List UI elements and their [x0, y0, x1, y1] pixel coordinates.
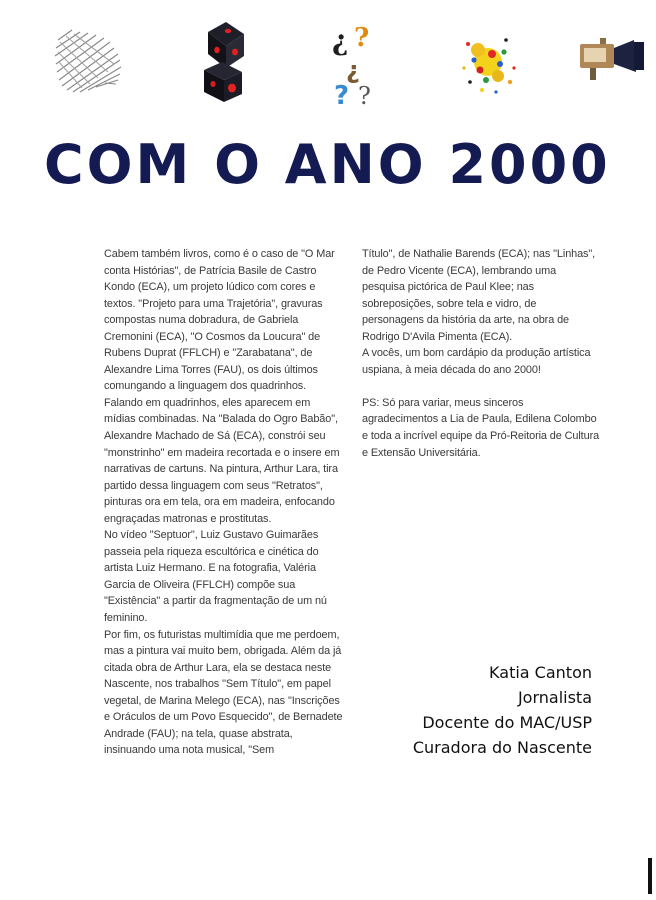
svg-text:?: ? [334, 81, 350, 108]
camera-icon [576, 36, 650, 84]
signature-role: Curadora do Nascente [412, 738, 592, 757]
signature-name: Katia Canton [489, 663, 592, 682]
svg-text:?: ? [354, 23, 370, 53]
question-marks-icon [328, 20, 382, 108]
svg-text:¿: ¿ [346, 56, 360, 84]
signature-role: Docente do MAC/USP [422, 713, 592, 732]
scribble-icon [50, 26, 126, 96]
page-title: COM O ANO 2000 [44, 133, 611, 196]
paragraph: Falando em quadrinhos, eles aparecem em mídias combinadas. Na "Balada do Ogro Babão", Alexandre Machado de Sá (ECA), constrói seu "monstrinho" em madeira recortada e o insere em narrativas de cartuns. Na pintura, Arthur Lara, tira partido dessa linguagem com seus "Retratos", pinturas ora em tela, ora em madeira, enfocando engraçadas matronas e prostitutas. [104, 396, 340, 525]
svg-text:¿: ¿ [332, 24, 349, 57]
paragraph: No vídeo "Septuor", Luiz Gustavo Guimarães passeia pela riqueza escultórica e cinética do artista Luiz Hermano. E na fotografia, Valéria Garcia de Oliveira (FFLCH) compõe sua "Existência" a partir da fragmentação de um nú feminino. [104, 529, 327, 625]
paragraph: Título", de Nathalie Barends (ECA); nas "Linhas", de Pedro Vicente (ECA), lembrando uma pesquisa pictórica de Paul Klee; nas sobreposições, sobre tela e vidro, de personagens da história da arte, na obra de Rodrigo D'Avila Pimenta (ECA). [362, 248, 596, 343]
signature-role: Jornalista [517, 688, 592, 707]
postscript: PS: Só para variar, meus sinceros agradecimentos a Lia de Paula, Edilena Colombo e toda a incrível equipe da Pró-Reitoria de Cultura e Extensão Universitária. [362, 396, 600, 459]
body-column-right [362, 246, 600, 461]
body-column-left [104, 246, 344, 759]
dice-icon [198, 20, 250, 104]
paint-splatter-icon [456, 24, 522, 104]
page-edge-bar [648, 858, 652, 894]
signature-block [413, 660, 592, 760]
paragraph: Por fim, os futuristas multimídia que me perdoem, mas a pintura vai muito bem, obrigada. Além da já citada obra de Arthur Lara, ela se destaca neste Nascente, nos trabalhos "Sem Título", em papel vegetal, de Marina Melego (ECA), nas "Inscrições e Oráculos de um Povo Esquecido", de Bernadete Andrade (FAU); na tela, quase abstrata, insinuando uma nota musical, "Sem [104, 628, 343, 757]
paragraph: Cabem também livros, como é o caso de "O Mar conta Histórias", de Patrícia Basile de Castro Kondo (ECA), um projeto lúdico com cores e textos. "Projeto para uma Trajetória", gravuras compostas numa dobradura, de Gabriela Cremonini (ECA), "O Cosmos da Loucura" de Rubens Duprat (FFLCH) e "Zarabatana", de Alexandre Lima Torres (FAU), os dois últimos comungando a linguagem dos quadrinhos. [104, 248, 335, 393]
svg-text:?: ? [358, 82, 371, 108]
paragraph: A vocês, um bom cardápio da produção artística uspiana, à meia década do ano 2000! [362, 347, 591, 376]
